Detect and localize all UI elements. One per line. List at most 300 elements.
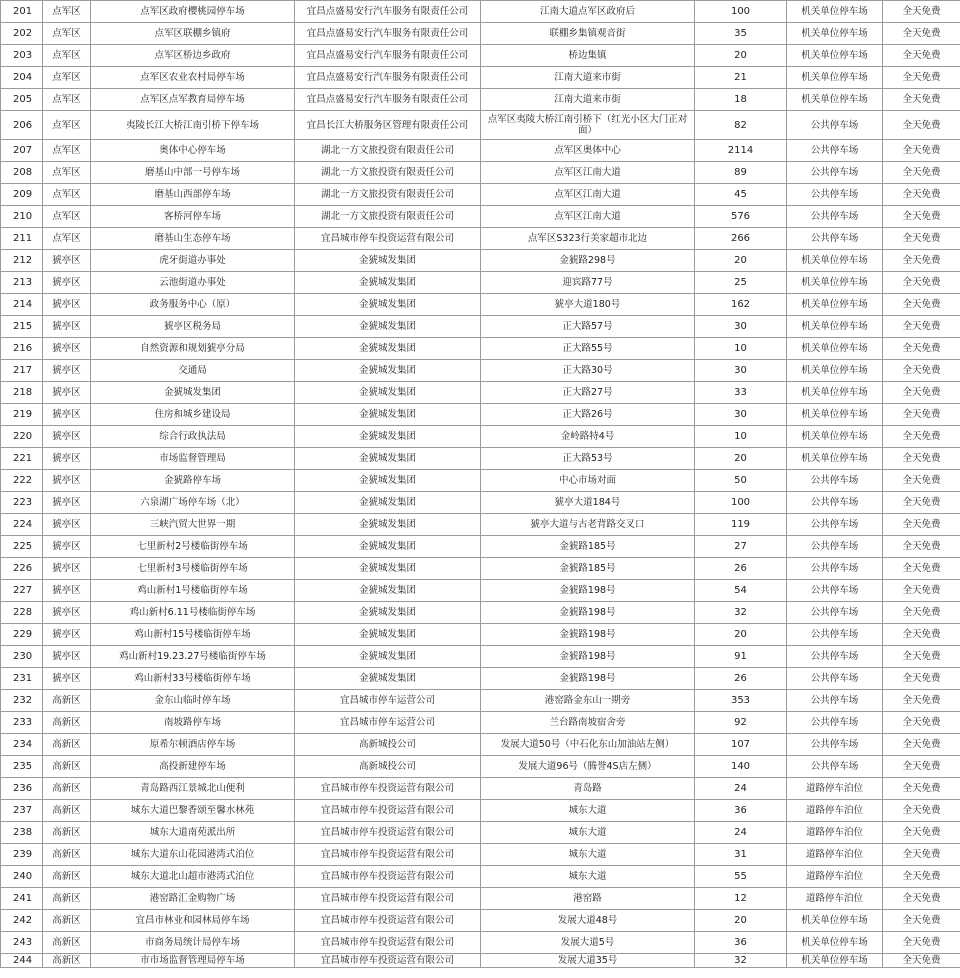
fee-cell: 全天免费 (883, 1, 960, 23)
capacity-cell: 20 (695, 910, 787, 932)
district-cell: 高新区 (43, 712, 91, 734)
row-number-cell: 231 (1, 668, 43, 690)
address-cell: 金岭路特4号 (481, 426, 695, 448)
capacity-cell: 20 (695, 624, 787, 646)
address-cell: 城东大道 (481, 800, 695, 822)
parking-name-cell: 三峡汽贸大世界一期 (91, 514, 295, 536)
district-cell: 猇亭区 (43, 382, 91, 404)
fee-cell: 全天免费 (883, 712, 960, 734)
address-cell: 兰台路南坡宿舍旁 (481, 712, 695, 734)
row-number-cell: 204 (1, 67, 43, 89)
district-cell: 猇亭区 (43, 426, 91, 448)
parking-type-cell: 机关单位停车场 (787, 250, 883, 272)
table-row (1, 514, 960, 536)
parking-name-cell: 鸡山新村19.23.27号楼临街停车场 (91, 646, 295, 668)
parking-type-cell: 公共停车场 (787, 228, 883, 250)
parking-type-cell: 公共停车场 (787, 492, 883, 514)
district-cell: 点军区 (43, 111, 91, 140)
parking-type-cell: 公共停车场 (787, 514, 883, 536)
address-cell: 金猇路198号 (481, 624, 695, 646)
table-row (1, 690, 960, 712)
address-cell: 联棚乡集镇观音街 (481, 23, 695, 45)
operator-cell: 宜昌城市停车投资运营有限公司 (295, 888, 481, 910)
parking-name-cell: 自然资源和规划猇亭分局 (91, 338, 295, 360)
parking-type-cell: 公共停车场 (787, 536, 883, 558)
capacity-cell: 45 (695, 184, 787, 206)
district-cell: 高新区 (43, 888, 91, 910)
table-row (1, 316, 960, 338)
address-cell: 港窑路金东山一期旁 (481, 690, 695, 712)
parking-name-cell: 六泉湖广场停车场（北） (91, 492, 295, 514)
operator-cell: 金猇城发集团 (295, 536, 481, 558)
address-cell: 正大路53号 (481, 448, 695, 470)
row-number-cell: 226 (1, 558, 43, 580)
row-number-cell: 227 (1, 580, 43, 602)
capacity-cell: 107 (695, 734, 787, 756)
parking-name-cell: 鸡山新村33号楼临街停车场 (91, 668, 295, 690)
parking-type-cell: 机关单位停车场 (787, 272, 883, 294)
row-number-cell: 237 (1, 800, 43, 822)
table-row (1, 140, 960, 162)
district-cell: 猇亭区 (43, 404, 91, 426)
address-cell: 正大路57号 (481, 316, 695, 338)
district-cell: 猇亭区 (43, 250, 91, 272)
parking-name-cell: 磨基山西部停车场 (91, 184, 295, 206)
parking-name-cell: 交通局 (91, 360, 295, 382)
fee-cell: 全天免费 (883, 492, 960, 514)
operator-cell: 宜昌点盛易安行汽车服务有限责任公司 (295, 67, 481, 89)
parking-type-cell: 机关单位停车场 (787, 45, 883, 67)
fee-cell: 全天免费 (883, 822, 960, 844)
district-cell: 高新区 (43, 690, 91, 712)
parking-name-cell: 城东大道北山超市港湾式泊位 (91, 866, 295, 888)
fee-cell: 全天免费 (883, 67, 960, 89)
fee-cell: 全天免费 (883, 23, 960, 45)
operator-cell: 宜昌点盛易安行汽车服务有限责任公司 (295, 1, 481, 23)
operator-cell: 湖北一方文旅投资有限责任公司 (295, 184, 481, 206)
row-number-cell: 233 (1, 712, 43, 734)
table-row (1, 866, 960, 888)
capacity-cell: 119 (695, 514, 787, 536)
parking-name-cell: 城东大道东山花园港湾式泊位 (91, 844, 295, 866)
row-number-cell: 235 (1, 756, 43, 778)
parking-type-cell: 机关单位停车场 (787, 89, 883, 111)
parking-type-cell: 机关单位停车场 (787, 382, 883, 404)
parking-name-cell: 点军区农业农村局停车场 (91, 67, 295, 89)
operator-cell: 宜昌城市停车投资运营有限公司 (295, 932, 481, 954)
fee-cell: 全天免费 (883, 844, 960, 866)
district-cell: 点军区 (43, 206, 91, 228)
district-cell: 猇亭区 (43, 668, 91, 690)
operator-cell: 湖北一方文旅投资有限责任公司 (295, 206, 481, 228)
row-number-cell: 230 (1, 646, 43, 668)
row-number-cell: 221 (1, 448, 43, 470)
parking-type-cell: 公共停车场 (787, 140, 883, 162)
row-number-cell: 238 (1, 822, 43, 844)
parking-name-cell: 市市场监督管理局停车场 (91, 954, 295, 968)
parking-name-cell: 南坡路停车场 (91, 712, 295, 734)
parking-name-cell: 港窑路汇金购物广场 (91, 888, 295, 910)
table-row (1, 602, 960, 624)
district-cell: 点军区 (43, 23, 91, 45)
row-number-cell: 222 (1, 470, 43, 492)
table-row (1, 470, 960, 492)
address-cell: 城东大道 (481, 866, 695, 888)
capacity-cell: 33 (695, 382, 787, 404)
parking-name-cell: 虎牙街道办事处 (91, 250, 295, 272)
fee-cell: 全天免费 (883, 250, 960, 272)
row-number-cell: 242 (1, 910, 43, 932)
address-cell: 金猇路198号 (481, 580, 695, 602)
capacity-cell: 82 (695, 111, 787, 140)
operator-cell: 宜昌城市停车投资运营有限公司 (295, 228, 481, 250)
fee-cell: 全天免费 (883, 140, 960, 162)
parking-name-cell: 点军区政府樱桃园停车场 (91, 1, 295, 23)
parking-type-cell: 机关单位停车场 (787, 67, 883, 89)
capacity-cell: 266 (695, 228, 787, 250)
address-cell: 青岛路 (481, 778, 695, 800)
table-row (1, 162, 960, 184)
fee-cell: 全天免费 (883, 800, 960, 822)
district-cell: 高新区 (43, 910, 91, 932)
capacity-cell: 55 (695, 866, 787, 888)
table-row (1, 888, 960, 910)
parking-name-cell: 猇亭区税务局 (91, 316, 295, 338)
address-cell: 中心市场对面 (481, 470, 695, 492)
parking-type-cell: 机关单位停车场 (787, 910, 883, 932)
parking-type-cell: 机关单位停车场 (787, 1, 883, 23)
parking-type-cell: 公共停车场 (787, 206, 883, 228)
capacity-cell: 32 (695, 602, 787, 624)
capacity-cell: 35 (695, 23, 787, 45)
operator-cell: 湖北一方文旅投资有限责任公司 (295, 162, 481, 184)
address-cell: 正大路30号 (481, 360, 695, 382)
row-number-cell: 202 (1, 23, 43, 45)
fee-cell: 全天免费 (883, 184, 960, 206)
capacity-cell: 100 (695, 1, 787, 23)
parking-name-cell: 政务服务中心（原） (91, 294, 295, 316)
parking-name-cell: 七里新村2号楼临街停车场 (91, 536, 295, 558)
parking-type-cell: 公共停车场 (787, 734, 883, 756)
table-row (1, 800, 960, 822)
capacity-cell: 26 (695, 668, 787, 690)
address-cell: 正大路26号 (481, 404, 695, 426)
parking-type-cell: 公共停车场 (787, 668, 883, 690)
address-cell: 江南大道来市街 (481, 67, 695, 89)
capacity-cell: 10 (695, 426, 787, 448)
table-row (1, 954, 960, 968)
address-cell: 金猇路198号 (481, 646, 695, 668)
parking-type-cell: 公共停车场 (787, 756, 883, 778)
district-cell: 猇亭区 (43, 272, 91, 294)
address-cell: 金猇路298号 (481, 250, 695, 272)
operator-cell: 金猇城发集团 (295, 294, 481, 316)
parking-name-cell: 客桥河停车场 (91, 206, 295, 228)
parking-type-cell: 公共停车场 (787, 646, 883, 668)
fee-cell: 全天免费 (883, 536, 960, 558)
row-number-cell: 205 (1, 89, 43, 111)
row-number-cell: 225 (1, 536, 43, 558)
table-row (1, 668, 960, 690)
row-number-cell: 210 (1, 206, 43, 228)
table-row (1, 184, 960, 206)
operator-cell: 宜昌点盛易安行汽车服务有限责任公司 (295, 45, 481, 67)
parking-type-cell: 公共停车场 (787, 470, 883, 492)
district-cell: 猇亭区 (43, 602, 91, 624)
capacity-cell: 25 (695, 272, 787, 294)
address-cell: 猇亭大道184号 (481, 492, 695, 514)
operator-cell: 金猇城发集团 (295, 514, 481, 536)
capacity-cell: 18 (695, 89, 787, 111)
capacity-cell: 30 (695, 316, 787, 338)
district-cell: 高新区 (43, 822, 91, 844)
row-number-cell: 203 (1, 45, 43, 67)
row-number-cell: 229 (1, 624, 43, 646)
district-cell: 猇亭区 (43, 316, 91, 338)
row-number-cell: 213 (1, 272, 43, 294)
operator-cell: 宜昌城市停车运营公司 (295, 712, 481, 734)
district-cell: 高新区 (43, 800, 91, 822)
parking-name-cell: 金猇路停车场 (91, 470, 295, 492)
parking-name-cell: 点军区联棚乡镇府 (91, 23, 295, 45)
parking-type-cell: 道路停车泊位 (787, 800, 883, 822)
table-row (1, 360, 960, 382)
operator-cell: 湖北一方文旅投资有限责任公司 (295, 140, 481, 162)
operator-cell: 宜昌城市停车投资运营有限公司 (295, 954, 481, 968)
parking-name-cell: 鸡山新村1号楼临街停车场 (91, 580, 295, 602)
fee-cell: 全天免费 (883, 448, 960, 470)
capacity-cell: 100 (695, 492, 787, 514)
table-row (1, 734, 960, 756)
table-body (1, 1, 960, 968)
parking-type-cell: 机关单位停车场 (787, 23, 883, 45)
table-row (1, 448, 960, 470)
parking-type-cell: 公共停车场 (787, 162, 883, 184)
capacity-cell: 30 (695, 360, 787, 382)
district-cell: 点军区 (43, 140, 91, 162)
fee-cell: 全天免费 (883, 756, 960, 778)
address-cell: 点军区夷陵大桥江南引桥下（红光小区大门正对面） (481, 111, 695, 140)
capacity-cell: 20 (695, 448, 787, 470)
operator-cell: 宜昌城市停车投资运营有限公司 (295, 778, 481, 800)
fee-cell: 全天免费 (883, 778, 960, 800)
fee-cell: 全天免费 (883, 89, 960, 111)
capacity-cell: 50 (695, 470, 787, 492)
district-cell: 点军区 (43, 45, 91, 67)
capacity-cell: 26 (695, 558, 787, 580)
table-row (1, 910, 960, 932)
operator-cell: 金猇城发集团 (295, 602, 481, 624)
operator-cell: 金猇城发集团 (295, 492, 481, 514)
table-row (1, 932, 960, 954)
parking-name-cell: 磨基山生态停车场 (91, 228, 295, 250)
address-cell: 城东大道 (481, 844, 695, 866)
capacity-cell: 36 (695, 932, 787, 954)
fee-cell: 全天免费 (883, 954, 960, 968)
capacity-cell: 20 (695, 250, 787, 272)
parking-name-cell: 宜昌市林业和园林局停车场 (91, 910, 295, 932)
fee-cell: 全天免费 (883, 272, 960, 294)
operator-cell: 金猇城发集团 (295, 316, 481, 338)
capacity-cell: 54 (695, 580, 787, 602)
address-cell: 发展大道35号 (481, 954, 695, 968)
table-row (1, 712, 960, 734)
operator-cell: 金猇城发集团 (295, 426, 481, 448)
address-cell: 江南大道点军区政府后 (481, 1, 695, 23)
capacity-cell: 353 (695, 690, 787, 712)
operator-cell: 金猇城发集团 (295, 382, 481, 404)
table-row (1, 624, 960, 646)
parking-type-cell: 机关单位停车场 (787, 426, 883, 448)
operator-cell: 金猇城发集团 (295, 624, 481, 646)
row-number-cell: 212 (1, 250, 43, 272)
parking-type-cell: 机关单位停车场 (787, 404, 883, 426)
row-number-cell: 216 (1, 338, 43, 360)
table-row (1, 536, 960, 558)
address-cell: 点军区江南大道 (481, 184, 695, 206)
address-cell: 桥边集镇 (481, 45, 695, 67)
parking-type-cell: 公共停车场 (787, 690, 883, 712)
fee-cell: 全天免费 (883, 866, 960, 888)
district-cell: 高新区 (43, 844, 91, 866)
parking-type-cell: 公共停车场 (787, 712, 883, 734)
address-cell: 金猇路185号 (481, 536, 695, 558)
address-cell: 点军区江南大道 (481, 206, 695, 228)
parking-type-cell: 道路停车泊位 (787, 778, 883, 800)
table-row (1, 206, 960, 228)
address-cell: 正大路27号 (481, 382, 695, 404)
table-row (1, 250, 960, 272)
district-cell: 猇亭区 (43, 514, 91, 536)
fee-cell: 全天免费 (883, 580, 960, 602)
operator-cell: 宜昌城市停车运营公司 (295, 690, 481, 712)
parking-type-cell: 公共停车场 (787, 580, 883, 602)
parking-name-cell: 金猇城发集团 (91, 382, 295, 404)
address-cell: 金猇路185号 (481, 558, 695, 580)
fee-cell: 全天免费 (883, 470, 960, 492)
capacity-cell: 32 (695, 954, 787, 968)
row-number-cell: 232 (1, 690, 43, 712)
parking-name-cell: 市商务局统计局停车场 (91, 932, 295, 954)
capacity-cell: 20 (695, 45, 787, 67)
operator-cell: 宜昌城市停车投资运营有限公司 (295, 800, 481, 822)
fee-cell: 全天免费 (883, 294, 960, 316)
parking-name-cell: 市场监督管理局 (91, 448, 295, 470)
table-row (1, 45, 960, 67)
address-cell: 江南大道来市街 (481, 89, 695, 111)
row-number-cell: 220 (1, 426, 43, 448)
operator-cell: 宜昌点盛易安行汽车服务有限责任公司 (295, 23, 481, 45)
parking-type-cell: 公共停车场 (787, 184, 883, 206)
operator-cell: 金猇城发集团 (295, 558, 481, 580)
fee-cell: 全天免费 (883, 932, 960, 954)
district-cell: 点军区 (43, 1, 91, 23)
district-cell: 高新区 (43, 954, 91, 968)
operator-cell: 高新城投公司 (295, 734, 481, 756)
address-cell: 港窑路 (481, 888, 695, 910)
operator-cell: 宜昌城市停车投资运营有限公司 (295, 910, 481, 932)
capacity-cell: 10 (695, 338, 787, 360)
parking-name-cell: 城东大道巴黎香颂至馨水林苑 (91, 800, 295, 822)
district-cell: 高新区 (43, 866, 91, 888)
operator-cell: 金猇城发集团 (295, 272, 481, 294)
capacity-cell: 162 (695, 294, 787, 316)
table-row (1, 558, 960, 580)
row-number-cell: 244 (1, 954, 43, 968)
row-number-cell: 217 (1, 360, 43, 382)
parking-type-cell: 道路停车泊位 (787, 888, 883, 910)
fee-cell: 全天免费 (883, 316, 960, 338)
parking-type-cell: 道路停车泊位 (787, 822, 883, 844)
table-row (1, 228, 960, 250)
district-cell: 猇亭区 (43, 580, 91, 602)
district-cell: 点军区 (43, 228, 91, 250)
fee-cell: 全天免费 (883, 360, 960, 382)
table-row (1, 404, 960, 426)
parking-name-cell: 点军区桥边乡政府 (91, 45, 295, 67)
operator-cell: 金猇城发集团 (295, 470, 481, 492)
operator-cell: 金猇城发集团 (295, 668, 481, 690)
row-number-cell: 206 (1, 111, 43, 140)
table-row (1, 111, 960, 140)
district-cell: 高新区 (43, 756, 91, 778)
parking-name-cell: 住房和城乡建设局 (91, 404, 295, 426)
fee-cell: 全天免费 (883, 734, 960, 756)
parking-type-cell: 道路停车泊位 (787, 866, 883, 888)
capacity-cell: 30 (695, 404, 787, 426)
district-cell: 点军区 (43, 184, 91, 206)
parking-name-cell: 夷陵长江大桥江南引桥下停车场 (91, 111, 295, 140)
district-cell: 点军区 (43, 162, 91, 184)
parking-name-cell: 七里新村3号楼临街停车场 (91, 558, 295, 580)
table-row (1, 580, 960, 602)
row-number-cell: 223 (1, 492, 43, 514)
fee-cell: 全天免费 (883, 206, 960, 228)
capacity-cell: 31 (695, 844, 787, 866)
district-cell: 高新区 (43, 778, 91, 800)
fee-cell: 全天免费 (883, 690, 960, 712)
district-cell: 点军区 (43, 89, 91, 111)
fee-cell: 全天免费 (883, 404, 960, 426)
fee-cell: 全天免费 (883, 228, 960, 250)
row-number-cell: 219 (1, 404, 43, 426)
parking-name-cell: 原希尔顿酒店停车场 (91, 734, 295, 756)
capacity-cell: 91 (695, 646, 787, 668)
parking-name-cell: 金东山临时停车场 (91, 690, 295, 712)
parking-type-cell: 机关单位停车场 (787, 316, 883, 338)
table-row (1, 492, 960, 514)
parking-type-cell: 公共停车场 (787, 558, 883, 580)
address-cell: 发展大道5号 (481, 932, 695, 954)
operator-cell: 宜昌城市停车投资运营有限公司 (295, 866, 481, 888)
row-number-cell: 218 (1, 382, 43, 404)
table-row (1, 382, 960, 404)
parking-name-cell: 鸡山新村6.11号楼临街停车场 (91, 602, 295, 624)
address-cell: 金猇路198号 (481, 602, 695, 624)
table-row (1, 338, 960, 360)
district-cell: 猇亭区 (43, 360, 91, 382)
address-cell: 发展大道48号 (481, 910, 695, 932)
capacity-cell: 36 (695, 800, 787, 822)
row-number-cell: 201 (1, 1, 43, 23)
parking-type-cell: 机关单位停车场 (787, 294, 883, 316)
capacity-cell: 140 (695, 756, 787, 778)
parking-name-cell: 奥体中心停车场 (91, 140, 295, 162)
fee-cell: 全天免费 (883, 668, 960, 690)
operator-cell: 宜昌城市停车投资运营有限公司 (295, 844, 481, 866)
address-cell: 城东大道 (481, 822, 695, 844)
address-cell: 点军区奥体中心 (481, 140, 695, 162)
